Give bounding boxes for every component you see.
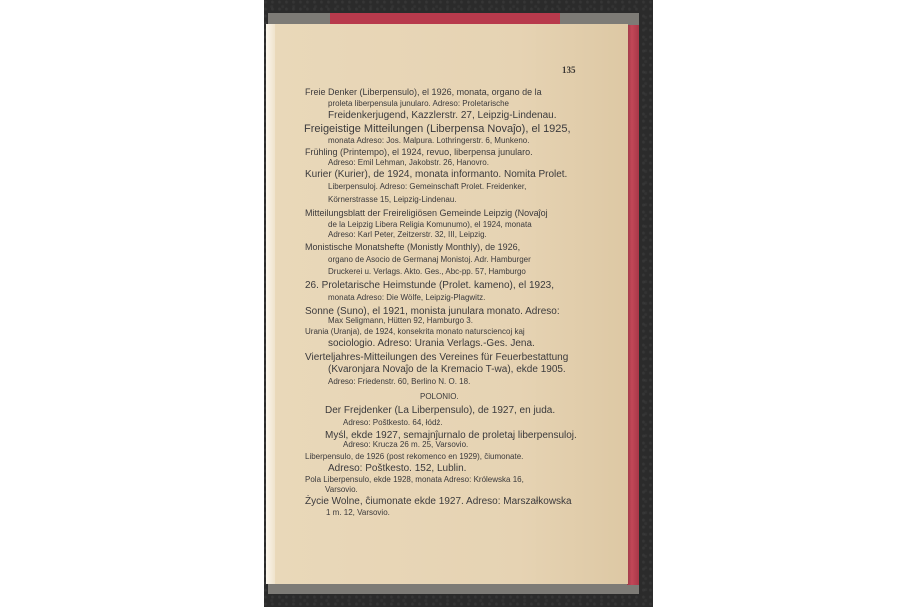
text-line: Frühling (Printempo), el 1924, revuo, liberpensa junularo. <box>305 147 533 157</box>
text-line: Monistische Monatshefte (Monistly Monthly), de 1926, <box>305 242 521 252</box>
text-line: Freigeistige Mitteilungen (Liberpensa Novaĵo), el 1925, <box>304 123 571 135</box>
text-line: Max Seligmann, Hütten 92, Hamburgo 3. <box>328 316 473 325</box>
text-line: monata Adreso: Jos. Malpura. Lothringerstr. 6, Munkeno. <box>328 136 530 145</box>
text-line: Varsovio. <box>325 485 358 494</box>
text-line: Druckerei u. Verlags. Akto. Ges., Abc-pp. 57, Hamburgo <box>328 267 526 276</box>
text-line: Vierteljahres-Mitteilungen des Vereines für Feuerbestattung <box>305 352 569 363</box>
text-line: proleta liberpensula junularo. Adreso: Proletarische <box>328 99 509 108</box>
page-number: 135 <box>562 65 576 75</box>
text-line: organo de Asocio de Germanaj Monistoj. Adr. Hamburger <box>328 255 531 264</box>
text-line: (Kvaronjara Novaĵo de la Kremacio T-wa), ekde 1905. <box>328 364 566 375</box>
text-line: Adreso: Emil Lehman, Jakobstr. 26, Hanovro. <box>328 158 489 167</box>
text-line: sociologio. Adreso: Urania Verlags.-Ges. Jena. <box>328 338 535 349</box>
text-line: Körnerstrasse 15, Leipzig-Lindenau. <box>328 195 457 204</box>
text-line: Kurier (Kurier), de 1924, monata informanto. Nomita Prolet. <box>305 169 568 180</box>
text-line: Adreso: Poštkesto. 152, Lublin. <box>328 463 467 474</box>
text-line: Liberpensulo, de 1926 (post rekomenco en 1929), ĉiumonate. <box>305 452 524 461</box>
text-line: Liberpensuloj. Adreso: Gemeinschaft Prolet. Freidenker, <box>328 182 527 191</box>
text-line: Adreso: Karl Peter, Zeitzerstr. 32, III, Leipzig. <box>328 230 487 239</box>
text-line: Mitteilungsblatt der Freireligiösen Gemeinde Leipzig (Novaĵoj <box>305 208 548 218</box>
text-line: 26. Proletarische Heimstunde (Prolet. kameno), el 1923, <box>305 280 555 291</box>
text-line: monata Adreso: Die Wölfe, Leipzig-Plagwitz. <box>328 293 486 302</box>
text-line: Freie Denker (Liberpensulo), el 1926, monata, organo de la <box>305 87 542 97</box>
text-line: Adreso: Friedenstr. 60, Berlino N. O. 18. <box>328 377 471 386</box>
text-line: Adreso: Krucza 26 m. 25, Varsovio. <box>343 440 469 449</box>
text-line: 1 m. 12, Varsovio. <box>326 508 390 517</box>
text-line: Der Frejdenker (La Liberpensulo), de 1927, en juda. <box>325 405 556 416</box>
text-line: Freidenkerjugend, Kazzlerstr. 27, Leipzig-Lindenau. <box>328 110 557 121</box>
text-line: Życie Wolne, ĉiumonate ekde 1927. Adreso: Marszałkowska <box>305 496 572 507</box>
text-line: Pola Liberpensulo, ekde 1928, monata Adreso: Królewska 16, <box>305 475 524 484</box>
text-line: de la Leipzig Libera Religia Komunumo), el 1924, monata <box>328 220 532 229</box>
text-line: Urania (Uranja), de 1924, konsekrita monato natursciencoj kaj <box>305 327 525 336</box>
text-line: Adreso: Poštkesto. 64, łódż. <box>343 418 443 427</box>
text-line: Myśl, ekde 1927, semajnĵurnalo de proletaj liberpensuloj. <box>325 430 577 441</box>
section-heading: POLONIO. <box>420 392 459 401</box>
text-line: Sonne (Suno), el 1921, monista junulara monato. Adreso: <box>305 306 560 317</box>
